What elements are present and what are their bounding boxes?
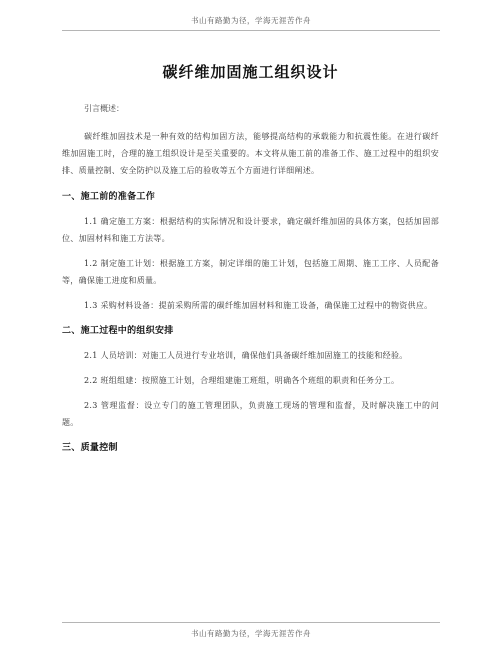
section-2-item-1: 2.1 人员培训：对施工人员进行专业培训，确保他们具备碳纤维加固施工的技能和经验。 xyxy=(84,351,408,360)
intro-label: 引言概述： xyxy=(84,104,124,113)
section-heading-1: 一、施工前的准备工作 xyxy=(62,192,156,202)
section-heading-2: 二、施工过程中的组织安排 xyxy=(62,326,174,336)
page-footer: 书山有路勤为径，学海无涯苦作舟 xyxy=(191,629,311,638)
section-1-item-1: 1.1 确定施工方案：根据结构的实际情况和设计要求，确定碳纤维加固的具体方案，包括加固部位、加固材料和施工方法等。 xyxy=(62,217,439,243)
document-title: 碳纤维加固施工组织设计 xyxy=(162,63,339,81)
section-2-item-2: 2.2 班组组建：按照施工计划，合理组建施工班组，明确各个班组的职责和任务分工。 xyxy=(84,376,400,385)
header-rule xyxy=(62,30,440,31)
footer-rule xyxy=(62,622,440,623)
intro-paragraph: 碳纤维加固技术是一种有效的结构加固方法，能够提高结构的承载能力和抗震性能。在进行碳纤维加固施工时，合理的施工组织设计是至关重要的。本文将从施工前的准备工作、施工过程中的组织安排、质量控制、安全防护以及施工后的验收等五个方面进行详细阐述。 xyxy=(62,132,439,175)
section-2-item-3: 2.3 管理监督：设立专门的施工管理团队，负责施工现场的管理和监督，及时解决施工中的问题。 xyxy=(62,401,439,427)
section-heading-3: 三、质量控制 xyxy=(62,443,118,453)
page-header: 书山有路勤为径，学海无涯苦作舟 xyxy=(191,16,311,25)
section-1-item-3: 1.3 采购材料设备：提前采购所需的碳纤维加固材料和施工设备，确保施工过程中的物资供应。 xyxy=(84,301,433,310)
section-1-item-2: 1.2 制定施工计划：根据施工方案，制定详细的施工计划，包括施工周期、施工工序、人员配备等，确保施工进度和质量。 xyxy=(62,259,439,285)
document-body xyxy=(62,62,439,455)
